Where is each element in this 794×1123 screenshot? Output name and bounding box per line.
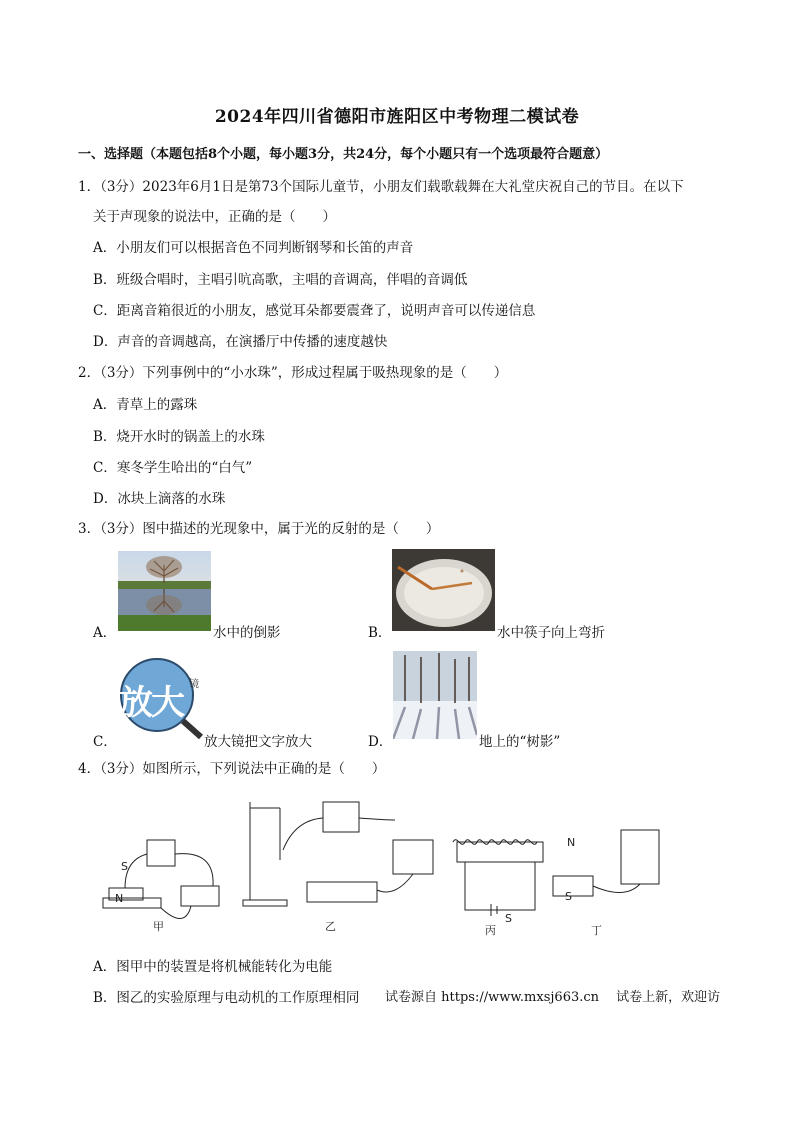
- magnifier-text: 放大: [119, 683, 183, 723]
- question-1-option-a: A．小朋友们可以根据音色不同判断钢琴和长笛的声音: [93, 240, 414, 256]
- pole-label-s-jia: S: [121, 860, 128, 873]
- question-2-stem: 2．（3分）下列事例中的“小水珠”，形成过程属于吸热现象的是（ ）: [78, 365, 508, 381]
- question-4-stem: 4．（3分）如图所示，下列说法中正确的是（ ）: [78, 761, 386, 777]
- question-2-option-d: D．冰块上滴落的水珠: [93, 491, 226, 507]
- chopstick-photo: [392, 549, 495, 631]
- electromagnetism-diagrams: [95, 790, 665, 940]
- figure-label-yi: 乙: [325, 920, 336, 933]
- question-4-option-a: A．图甲中的装置是将机械能转化为电能: [93, 959, 333, 975]
- question-1-stem-cont: 关于声现象的说法中，正确的是（ ）: [93, 209, 336, 225]
- question-3-option-d-caption: 地上的“树影”: [479, 734, 561, 750]
- pole-label-s-ding: S: [565, 890, 572, 903]
- magnifier-photo: [117, 657, 203, 739]
- tree-shadow-photo: [393, 651, 477, 739]
- page-title: 2024年四川省德阳市旌阳区中考物理二模试卷: [214, 107, 580, 127]
- question-1-option-c: C．距离音箱很近的小朋友，感觉耳朵都要震聋了，说明声音可以传递信息: [93, 303, 536, 319]
- question-2-option-c: C．寒冬学生哈出的“白气”: [93, 460, 253, 476]
- question-1-stem: 1．（3分）2023年6月1日是第73个国际儿童节，小朋友们载歌载舞在大礼堂庆祝自己的节目。在以下: [78, 179, 684, 195]
- question-2-option-a: A．青草上的露珠: [93, 397, 198, 413]
- question-3-option-d-letter: D．: [368, 734, 393, 750]
- reflection-photo: [118, 551, 211, 631]
- figure-label-jia: 甲: [153, 920, 164, 933]
- question-3-stem: 3．（3分）图中描述的光现象中，属于光的反射的是（ ）: [78, 521, 440, 537]
- question-3-option-b-letter: B．: [368, 625, 392, 641]
- figure-label-ding: 丁: [591, 924, 602, 937]
- switch-label-s: S: [505, 912, 512, 925]
- figure-label-bing: 丙: [485, 924, 496, 937]
- question-3-option-b-caption: 水中筷子向上弯折: [497, 625, 605, 641]
- source-watermark: 试卷源自 https://www.mxsj663.cn 试卷上新，欢迎访: [385, 990, 721, 1005]
- question-1-option-b: B．班级合唱时，主唱引吭高歌，主唱的音调高，伴唱的音调低: [93, 272, 468, 288]
- question-3-option-a-letter: A．: [93, 625, 117, 641]
- pole-label-n-ding: N: [567, 836, 576, 849]
- magnifier-small-text: 镜: [189, 679, 199, 690]
- question-2-option-b: B．烧开水时的锅盖上的水珠: [93, 429, 265, 445]
- pole-label-n-jia: N: [115, 892, 124, 905]
- question-4-option-b: B．图乙的实验原理与电动机的工作原理相同: [93, 990, 360, 1006]
- question-1-option-d: D．声音的音调越高，在演播厅中传播的速度越快: [93, 334, 388, 350]
- section-heading: 一、选择题（本题包括8个小题，每小题3分，共24分，每个小题只有一个选项最符合题意）: [78, 147, 609, 162]
- question-3-option-c-caption: 放大镜把文字放大: [204, 734, 312, 750]
- question-3-option-c-letter: C．: [93, 734, 117, 750]
- question-3-option-a-caption: 水中的倒影: [213, 625, 281, 641]
